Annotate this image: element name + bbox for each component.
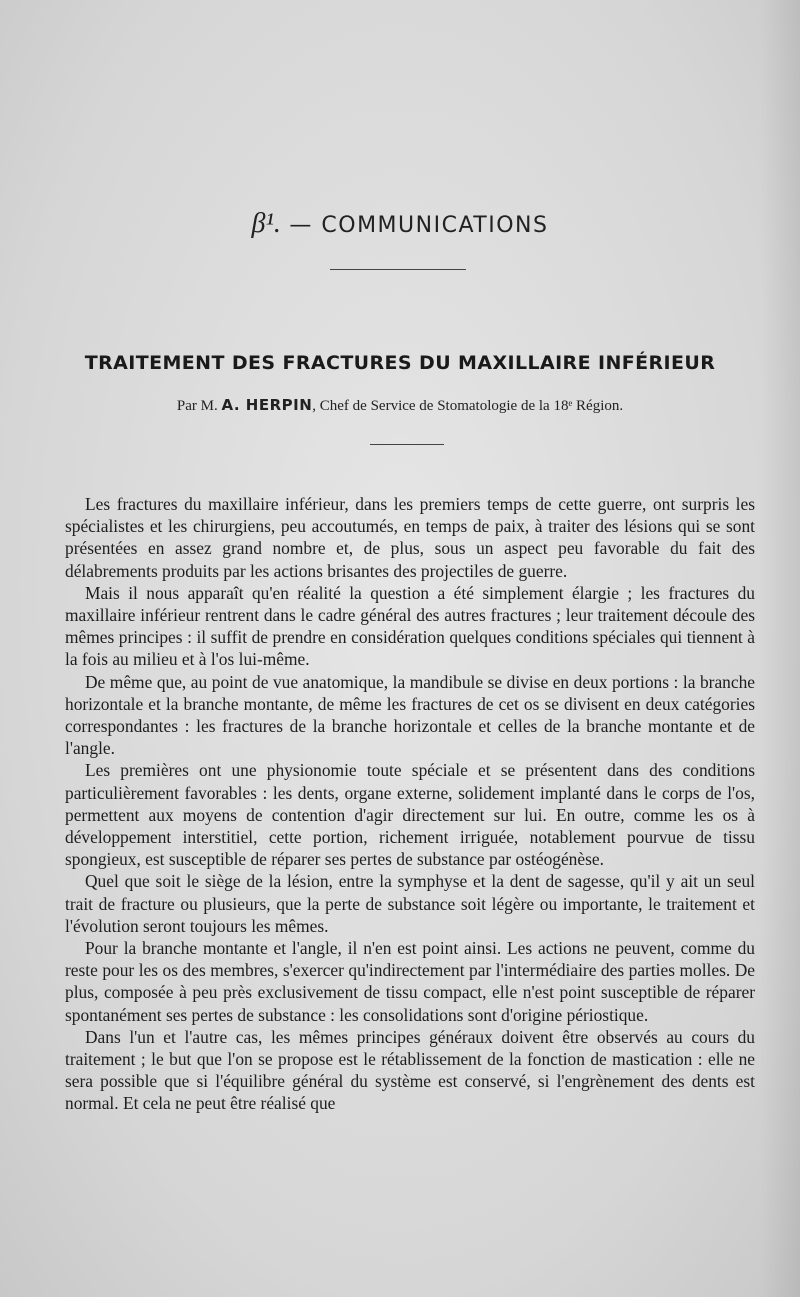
paragraph: Mais il nous apparaît qu'en réalité la question a été simplement élargie ; les fractures du maxillaire inférieur rentrent dans le cadre général des autres fractures ; leur traitement découle des mêmes principes : il suffit de prendre en considération quelques conditions spéciales qui tiennent à la fois au milieu et à l'os lui-même.	[65, 582, 755, 670]
paragraph: Les fractures du maxillaire inférieur, dans les premiers temps de cette guerre, ont surpris les spécialistes et les chirurgiens, peu accoutumés, en temps de paix, à traiter des lésions qui se sont présentées en assez grand nombre et, de plus, sous un aspect peu favorable du fait des délabrements produits par les actions brisantes des projectiles de guerre.	[65, 494, 755, 581]
byline-prefix: Par M.	[176, 398, 222, 414]
section-symbol: β¹.	[251, 208, 281, 239]
paragraph: De même que, au point de vue anatomique, la mandibule se divise en deux portions : la branche horizontale et la branche montante, de même les fractures de cet os se divisent en deux catégories correspondantes : les fractures de la branche horizontale et celles de la branche montante et de l'angle.	[65, 671, 755, 759]
article-title: TRAITEMENT DES FRACTURES DU MAXILLAIRE INFÉRIEUR	[84, 352, 716, 374]
divider-rule	[330, 269, 466, 270]
section-header	[0, 208, 800, 240]
paragraph: Les premières ont une physionomie toute spéciale et se présentent dans des conditions particulièrement favorables : les dents, organe externe, solidement implanté dans le corps de l'os, permettent aux moyens de contention d'agir directement sur lui. En outre, comme les os à développement interstitiel, cette portion, richement irriguée, notablement pourvue de tissu spongieux, est susceptible de réparer ses pertes de substance par ostéogénèse.	[65, 760, 755, 870]
paragraph: Dans l'un et l'autre cas, les mêmes principes généraux doivent être observés au cours du traitement ; le but que l'on se propose est le rétablissement de la fonction de mastication : elle ne sera possible que si l'équilibre général du système est conservé, si l'engrènement des dents est normal. Et cela ne peut être réalisé que	[65, 1026, 755, 1114]
divider-rule	[370, 444, 444, 445]
author-name: A. HERPIN	[221, 396, 313, 414]
paragraph: Pour la branche montante et l'angle, il n'en est point ainsi. Les actions ne peuvent, comme du reste pour les os des membres, s'exercer qu'indirectement par l'intermédiaire des parties molles. De plus, composée à peu près exclusivement de tissu compact, elle n'est point susceptible de réparer spontanément ses pertes de substance : les consolidations sont d'origine périostique.	[65, 938, 755, 1025]
byline-suffix: , Chef de Service de Stomatologie de la 18ᵉ Région.	[312, 398, 624, 414]
section-label: COMMUNICATIONS	[321, 213, 549, 238]
paragraph: Quel que soit le siège de la lésion, entre la symphyse et la dent de sagesse, qu'il y ait un seul trait de fracture ou plusieurs, que la perte de substance soit légère ou importante, le traitement et l'évolution seront toujours les mêmes.	[65, 871, 755, 936]
article-body	[65, 493, 755, 1115]
byline	[0, 396, 800, 415]
section-dash: —	[280, 213, 322, 238]
page-edge-shadow	[760, 0, 800, 1297]
